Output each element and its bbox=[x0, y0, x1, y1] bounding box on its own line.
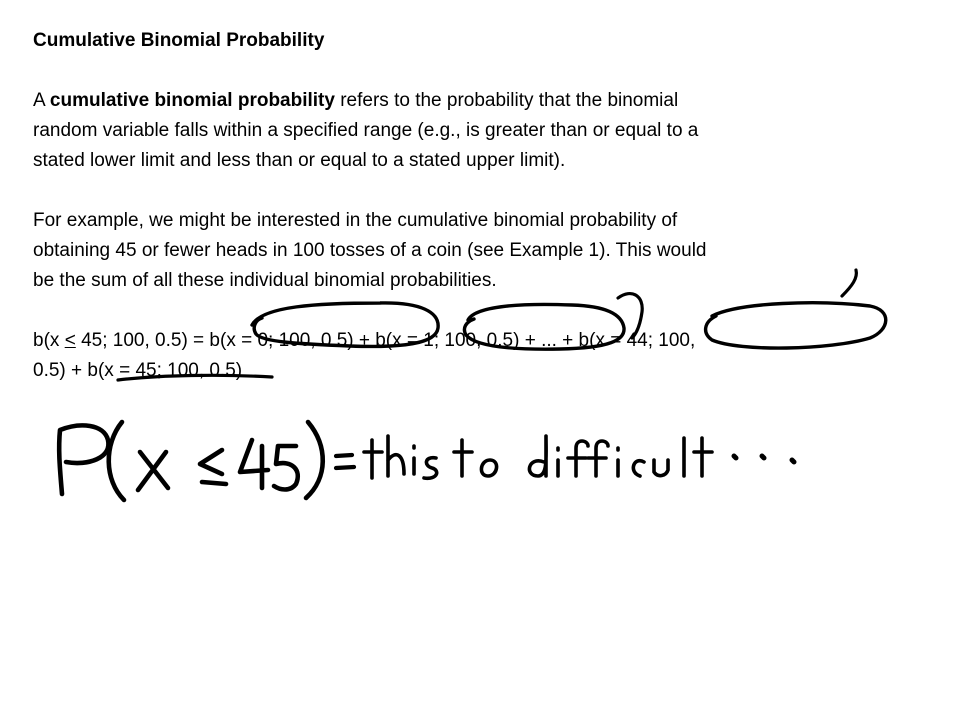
formula-paragraph bbox=[33, 326, 913, 386]
paragraph-line bbox=[33, 86, 913, 116]
ink-letter-x bbox=[138, 452, 168, 490]
paragraph-line: obtaining 45 or fewer heads in 100 tosses of a coin (see Example 1). This would bbox=[33, 240, 707, 261]
bold-term: cumulative binomial probability bbox=[49, 90, 335, 111]
ink-close-paren bbox=[306, 422, 323, 498]
document-title: Cumulative Binomial Probability bbox=[33, 30, 325, 51]
formula-lhs-prefix: b(x bbox=[33, 330, 65, 351]
intro-prefix: A bbox=[33, 90, 50, 111]
paragraph-line: For example, we might be interested in the cumulative binomial probability of bbox=[33, 210, 678, 231]
paragraph-line: random variable falls within a specified range (e.g., is greater than or equal to a bbox=[33, 120, 699, 141]
definition-paragraph bbox=[33, 86, 913, 176]
spacer bbox=[33, 176, 913, 206]
formula-line: 0.5) + b(x = 45; 100, 0.5) bbox=[33, 360, 243, 381]
ink-open-paren bbox=[109, 422, 124, 500]
spacer bbox=[33, 56, 913, 86]
ink-lte bbox=[200, 450, 226, 484]
formula-rest: 45; 100, 0.5) = b(x = 0; 100, 0.5) + b(x = 1; 100, 0.5) + ... + b(x = 44; 100, bbox=[75, 330, 696, 351]
ink-ellipsis bbox=[734, 456, 794, 462]
ink-digit-4 bbox=[240, 440, 268, 488]
spacer bbox=[33, 296, 913, 326]
lte-symbol: < bbox=[64, 330, 76, 351]
ink-word-difficult bbox=[529, 436, 712, 476]
document bbox=[33, 26, 913, 386]
example-paragraph bbox=[33, 206, 913, 296]
ink-digit-5 bbox=[274, 446, 298, 490]
ink-word-this bbox=[364, 436, 437, 478]
ink-letter-P bbox=[59, 425, 108, 494]
paragraph-line: be the sum of all these individual binomial probabilities. bbox=[33, 270, 497, 291]
intro-rest: refers to the probability that the binomial bbox=[334, 90, 679, 111]
ink-word-to bbox=[454, 440, 497, 476]
formula-line bbox=[33, 326, 913, 356]
paragraph-line: stated lower limit and less than or equal to a stated upper limit). bbox=[33, 150, 566, 171]
ink-equals bbox=[336, 455, 354, 468]
